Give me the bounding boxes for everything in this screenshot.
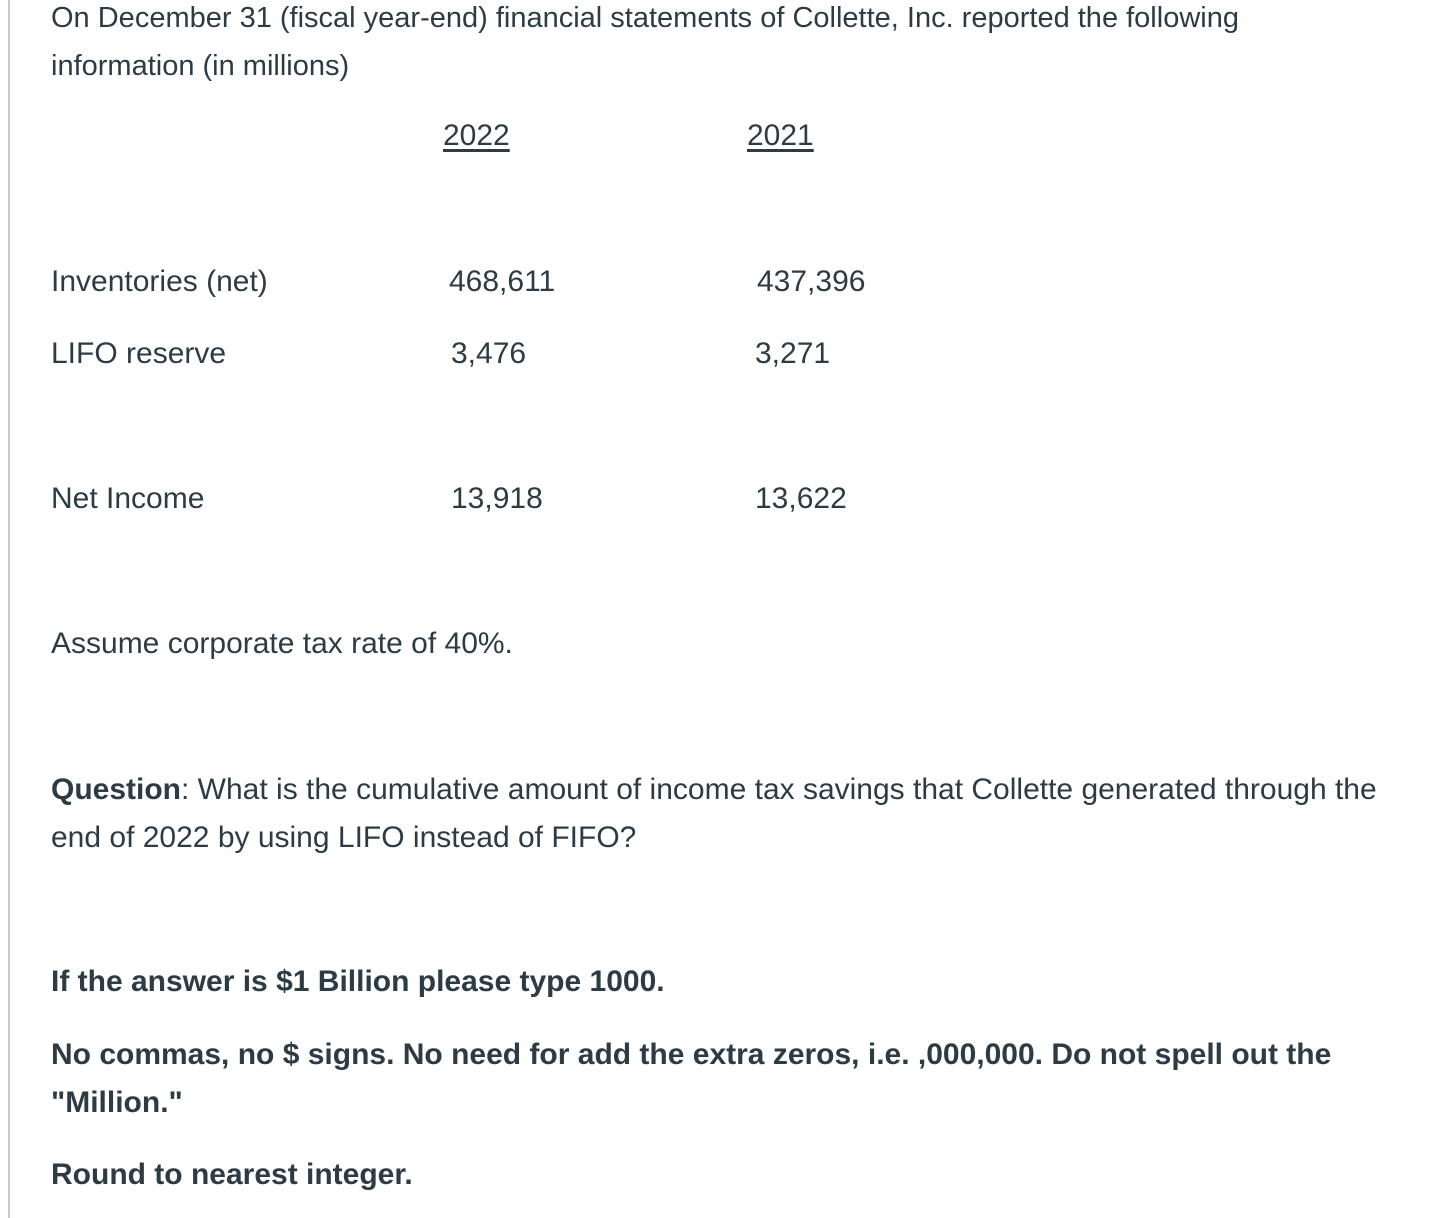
row-label-lifo-reserve: LIFO reserve [51,337,227,370]
question-text [51,766,1411,862]
row-label-inventories: Inventories (net) [51,265,268,298]
intro-text: On December 31 (fiscal year-end) financial statements of Collette, Inc. reported the following information (in millions) [51,2,1239,82]
row-label-net-income: Net Income [51,482,205,515]
net-income-2021-value: 13,622 [755,482,847,515]
year-header-2021: 2021 [747,119,814,152]
instruction-format: No commas, no $ signs. No need for add the extra zeros, i.e. ,000,000. Do not spell out the "Million." [51,1038,1332,1119]
inventories-2021-value: 437,396 [757,265,866,298]
year-header-2022: 2022 [443,119,510,152]
instruction-billion: If the answer is $1 Billion please type 1000. [51,965,665,998]
question-label: Question [51,773,182,806]
instruction-rounding: Round to nearest integer. [51,1158,413,1191]
question-body: : What is the cumulative amount of income tax savings that Collette generated through the end of 2022 by using LIFO instead of FIFO? [51,773,1377,854]
lifo-reserve-2022-value: 3,476 [451,337,527,370]
tax-rate-note: Assume corporate tax rate of 40%. [51,627,513,660]
left-border [8,0,10,1218]
lifo-reserve-2021-value: 3,271 [755,337,831,370]
inventories-2022-value: 468,611 [449,265,556,298]
net-income-2022-value: 13,918 [451,482,543,515]
